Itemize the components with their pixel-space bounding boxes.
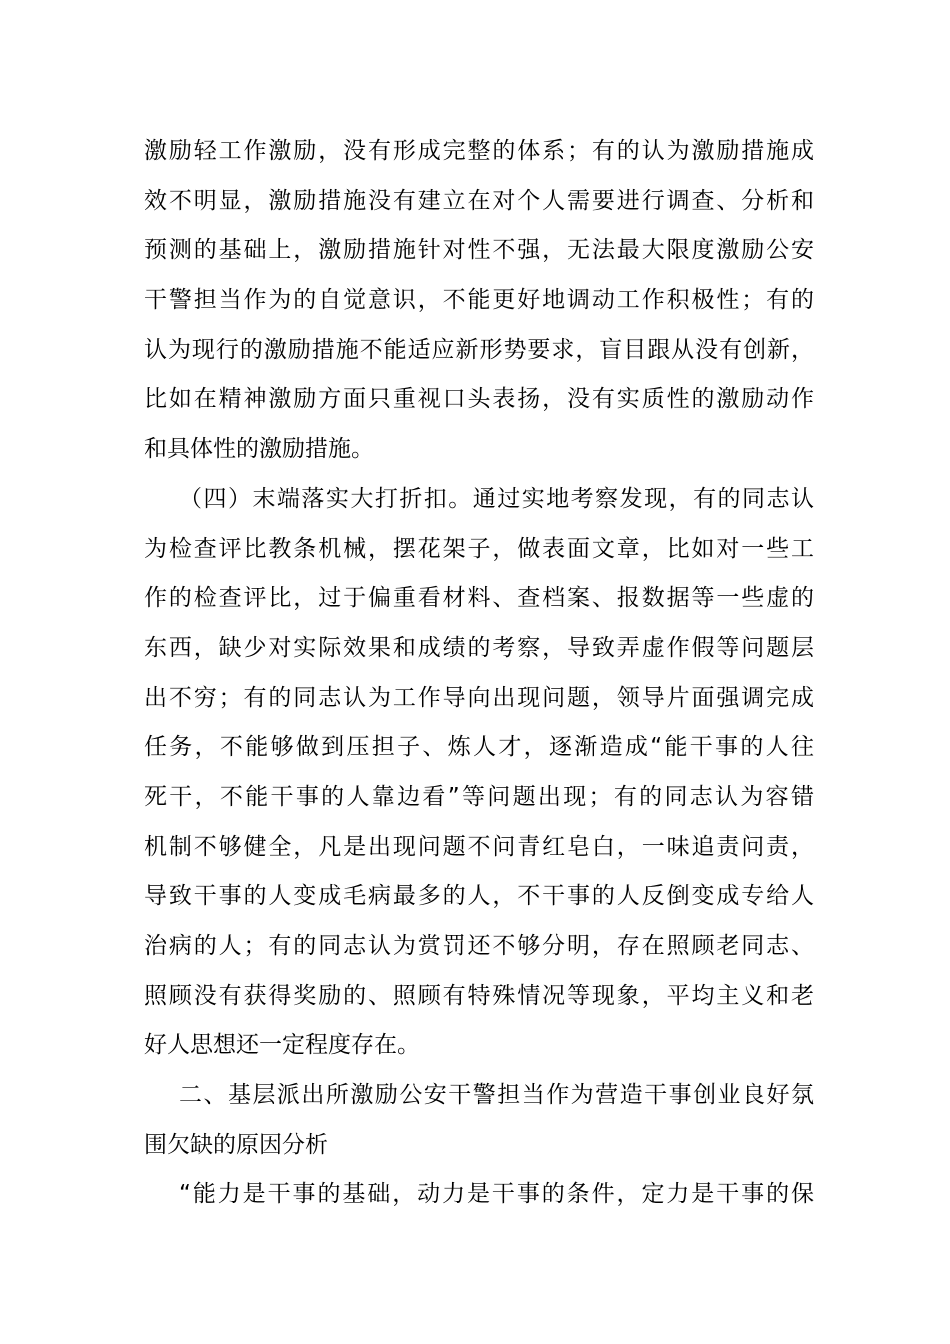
text-line: 照顾没有获得奖励的、照顾有特殊情况等现象，平均主义和老 (144, 982, 814, 1009)
text-line: 死干，不能干事的人靠边看”等问题出现；有的同志认为容错 (144, 783, 814, 810)
text-line: 比如在精神激励方面只重视口头表扬，没有实质性的激励动作 (144, 386, 814, 413)
text-line: 围欠缺的原因分析 (144, 1131, 328, 1158)
text-line: 效不明显，激励措施没有建立在对个人需要进行调查、分析和 (144, 187, 814, 214)
text-line: 为检查评比教条机械，摆花架子，做表面文章，比如对一些工 (144, 535, 814, 562)
text-line: 机制不够健全，凡是出现问题不问青红皂白，一味追责问责， (144, 833, 814, 860)
text-line: “能力是干事的基础，动力是干事的条件，定力是干事的保 (179, 1181, 814, 1208)
text-line: 干警担当作为的自觉意识，不能更好地调动工作积极性；有的 (144, 287, 814, 314)
text-line: 出不穷；有的同志认为工作导向出现问题，领导片面强调完成 (144, 684, 814, 711)
text-line: 预测的基础上，激励措施针对性不强，无法最大限度激励公安 (144, 237, 814, 264)
text-line: 东西，缺少对实际效果和成绩的考察，导致弄虚作假等问题层 (144, 634, 814, 661)
text-line: （四）末端落实大打折扣。通过实地考察发现，有的同志认 (179, 485, 814, 512)
document-body (144, 127, 814, 1220)
text-line: 认为现行的激励措施不能适应新形势要求，盲目跟从没有创新， (144, 336, 814, 363)
text-line: 导致干事的人变成毛病最多的人，不干事的人反倒变成专给人 (144, 883, 814, 910)
text-line: 好人思想还一定程度存在。 (144, 1032, 420, 1059)
text-line: 激励轻工作激励，没有形成完整的体系；有的认为激励措施成 (144, 138, 814, 164)
text-line: 治病的人；有的同志认为赏罚还不够分明，存在照顾老同志、 (144, 933, 814, 959)
text-line: 作的检查评比，过于偏重看材料、查档案、报数据等一些虚的 (144, 585, 814, 612)
text-line: 和具体性的激励措施。 (144, 436, 374, 463)
text-line: 二、基层派出所激励公安干警担当作为营造干事创业良好氛 (179, 1082, 814, 1109)
text-line: 任务，不能够做到压担子、炼人才，逐渐造成“能干事的人往 (144, 734, 814, 761)
